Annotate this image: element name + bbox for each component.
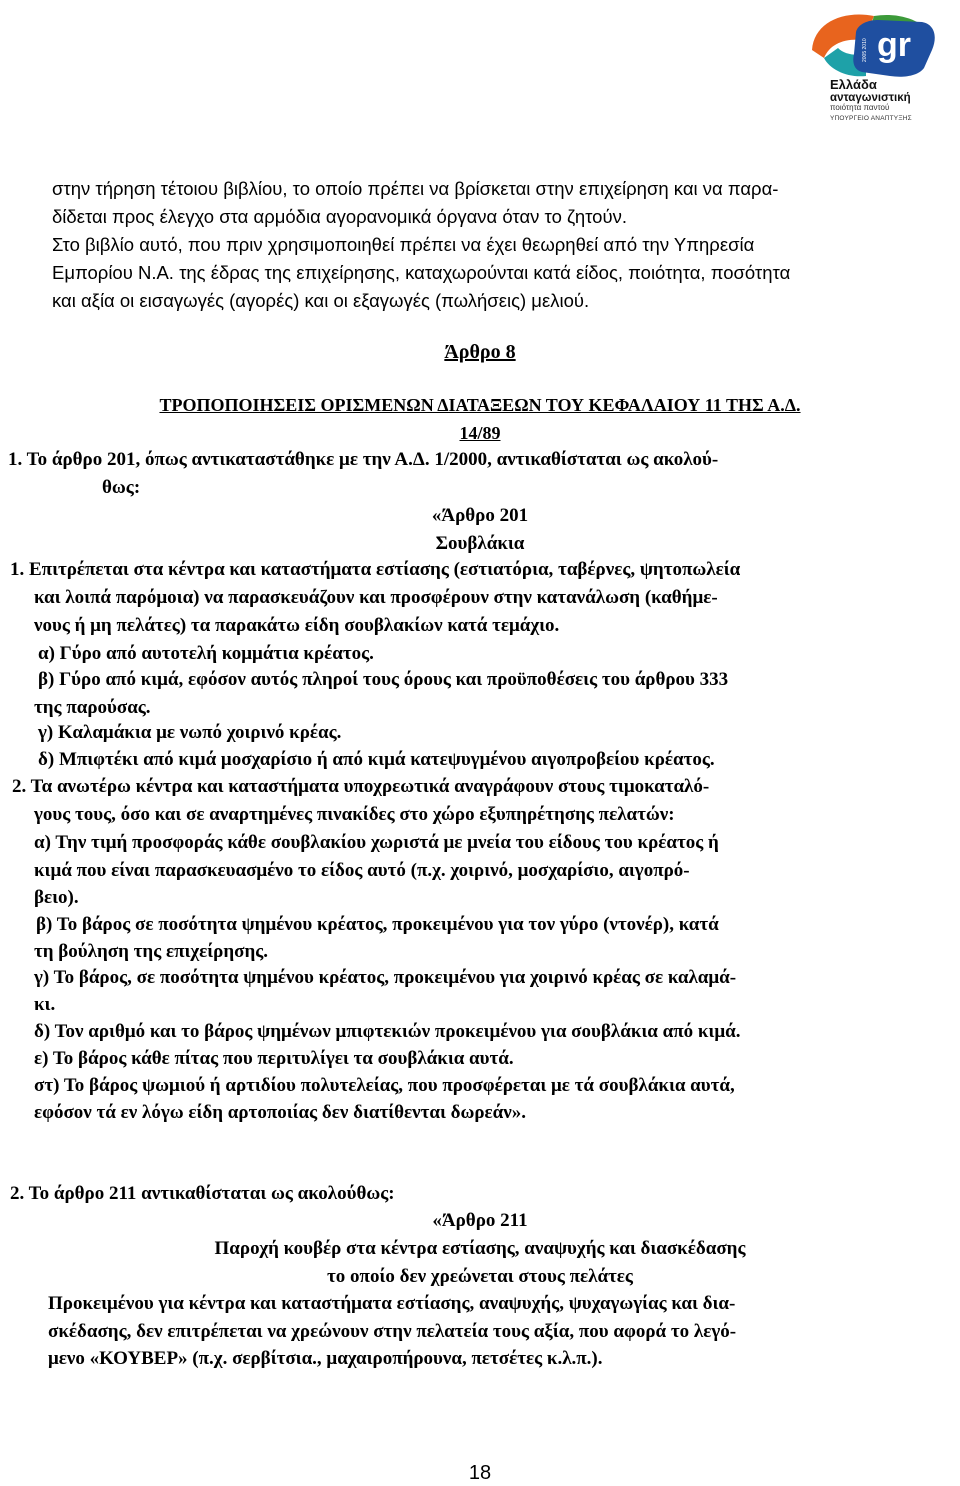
logo-line3: ποιότητα παντού [830,102,890,112]
article-211-line: σκέδασης, δεν επιτρέπεται να χρεώνουν στην πελατεία τους αξία, που αφορά το λεγό- [48,1321,737,1342]
article-201-line: α) Γύρο από αυτοτελή κομμάτια κρέατος. [38,643,374,664]
article-201-line: εφόσον τά εν λόγω είδη αρτοποιίας δεν διατίθενται δωρεάν». [34,1102,527,1123]
article-201-line: 2. Τα ανωτέρω κέντρα και καταστήματα υποχρεωτικά αναγράφουν στους τιμοκαταλό- [12,776,710,797]
article-201-line: α) Την τιμή προσφοράς κάθε σουβλακίου χωριστά με μνεία του είδους του κρέατος ή [34,832,719,853]
intro-line: στην τήρηση τέτοιου βιβλίου, το οποίο πρέπει να βρίσκεται στην επιχείρηση και να παρα- [52,178,779,199]
article-201-line: β) Γύρο από κιμά, εφόσον αυτός πληροί τους όρους και προϋποθέσεις του άρθρου 333 [38,669,729,690]
article-201-line: της παρούσας. [34,697,151,718]
article-201-line: κιμά που είναι παρασκευασμένο το είδος αυτό (π.χ. χοιρινό, μοσχαρίσιο, αιγοπρό- [34,860,690,881]
article-201-title: «Άρθρο 201 [431,505,529,526]
intro-line: Εμπορίου Ν.Α. της έδρας της επιχείρησης, καταχωρούνται κατά είδος, ποιότητα, ποσότητα [52,262,791,283]
logo-line1: Ελλάδα [830,77,877,92]
article-201-line: γ) Το βάρος, σε ποσότητα ψημένου κρέατος, προκειμένου για χοιρινό κρέας σε καλαμά- [34,967,737,988]
article-211-heading-cont: το οποίο δεν χρεώνεται στους πελάτες [327,1266,633,1287]
page-number: 18 [468,1462,492,1484]
article-201-subtitle: Σουβλάκια [435,533,525,554]
intro-line: και αξία οι εισαγωγές (αγορές) και οι εξαγωγές (πωλήσεις) μελιού. [52,290,590,311]
article-201-line: κι. [34,994,56,1015]
article-8-title: Άρθρο 8 [444,341,516,363]
article-201-line: στ) Το βάρος ψωμιού ή αρτιδίου πολυτελείας, που προσφέρεται με τά σουβλάκια αυτά, [34,1075,735,1096]
intro-line: δίδεται προς έλεγχο στα αρμόδια αγορανομικά όργανα όταν το ζητούν. [52,206,627,227]
logo-swirl-icon [804,10,954,80]
logo-years: 2005 2010 [862,38,868,62]
article-201-line: δ) Τον αριθμό και το βάρος ψημένων μπιφτεκιών προκειμένου για σουβλάκια από κιμά. [34,1021,741,1042]
article-8-heading-number: 14/89 [459,423,501,443]
article-201-line: βειο). [34,887,79,908]
logo-line2: ανταγωνιστική [830,91,911,104]
intro-line: Στο βιβλίο αυτό, που πριν χρησιμοποιηθεί πρέπει να έχει θεωρηθεί από την Υπηρεσία [52,234,755,255]
article-201-line: β) Το βάρος σε ποσότητα ψημένου κρέατος, προκειμένου για τον γύρο (ντονέρ), κατά [36,914,719,935]
section-1-intro: 1. Το άρθρο 201, όπως αντικαταστάθηκε με την Α.Δ. 1/2000, αντικαθίσταται ως ακολού- [8,449,719,470]
article-201-line: τη βούληση της επιχείρησης. [34,941,269,962]
section-2-intro: 2. Το άρθρο 211 αντικαθίσταται ως ακολούθως: [10,1183,395,1204]
article-211-heading: Παροχή κουβέρ στα κέντρα εστίασης, αναψυχής και διασκέδασης [214,1238,746,1259]
article-201-line: και λοιπά παρόμοια) να παρασκευάζουν και προσφέρουν στην κατανάλωση (καθήμε- [34,587,718,608]
article-201-line: ε) Το βάρος κάθε πίτας που περιτυλίγει τα σουβλάκια αυτά. [34,1048,514,1069]
article-211-line: μενο «ΚΟΥΒΕΡ» (π.χ. σερβίτσια., μαχαιροπήρουνα, πετσέτες κ.λ.π.). [48,1348,603,1369]
article-201-line: γ) Καλαμάκια με νωπό χοιρινό κρέας. [38,722,342,743]
article-201-line: δ) Μπιφτέκι από κιμά μοσχαρίσιο ή από κιμά κατεψυγμένου αιγοπροβείου κρέατος. [38,749,715,770]
article-211-title: «Άρθρο 211 [432,1210,528,1231]
ministry-logo [804,10,954,130]
logo-text [830,78,912,123]
article-211-line: Προκειμένου για κέντρα και καταστήματα εστίασης, αναψυχής, ψυχαγωγίας και δια- [48,1293,736,1314]
article-201-line: 1. Επιτρέπεται στα κέντρα και καταστήματα εστίασης (εστιατόρια, ταβέρνες, ψητοπωλεία [10,559,741,580]
logo-mark: gr [877,26,911,64]
section-1-intro-cont: θως: [102,477,141,498]
logo-line4: ΥΠΟΥΡΓΕΙΟ ΑΝΑΠΤΥΞΗΣ [830,115,912,123]
article-8-heading: ΤΡΟΠΟΠΟΙΗΣΕΙΣ ΟΡΙΣΜΕΝΩΝ ΔΙΑΤΑΞΕΩΝ ΤΟΥ ΚΕΦΑΛΑΙΟΥ 11 ΤΗΣ Α.Δ. [159,395,801,415]
article-201-line: γους τους, όσο και σε αναρτημένες πινακίδες στο χώρο εξυπηρέτησης πελατών: [34,804,675,825]
article-201-line: νους ή μη πελάτες) τα παρακάτω είδη σουβλακίων κατά τεμάχιο. [34,615,560,636]
